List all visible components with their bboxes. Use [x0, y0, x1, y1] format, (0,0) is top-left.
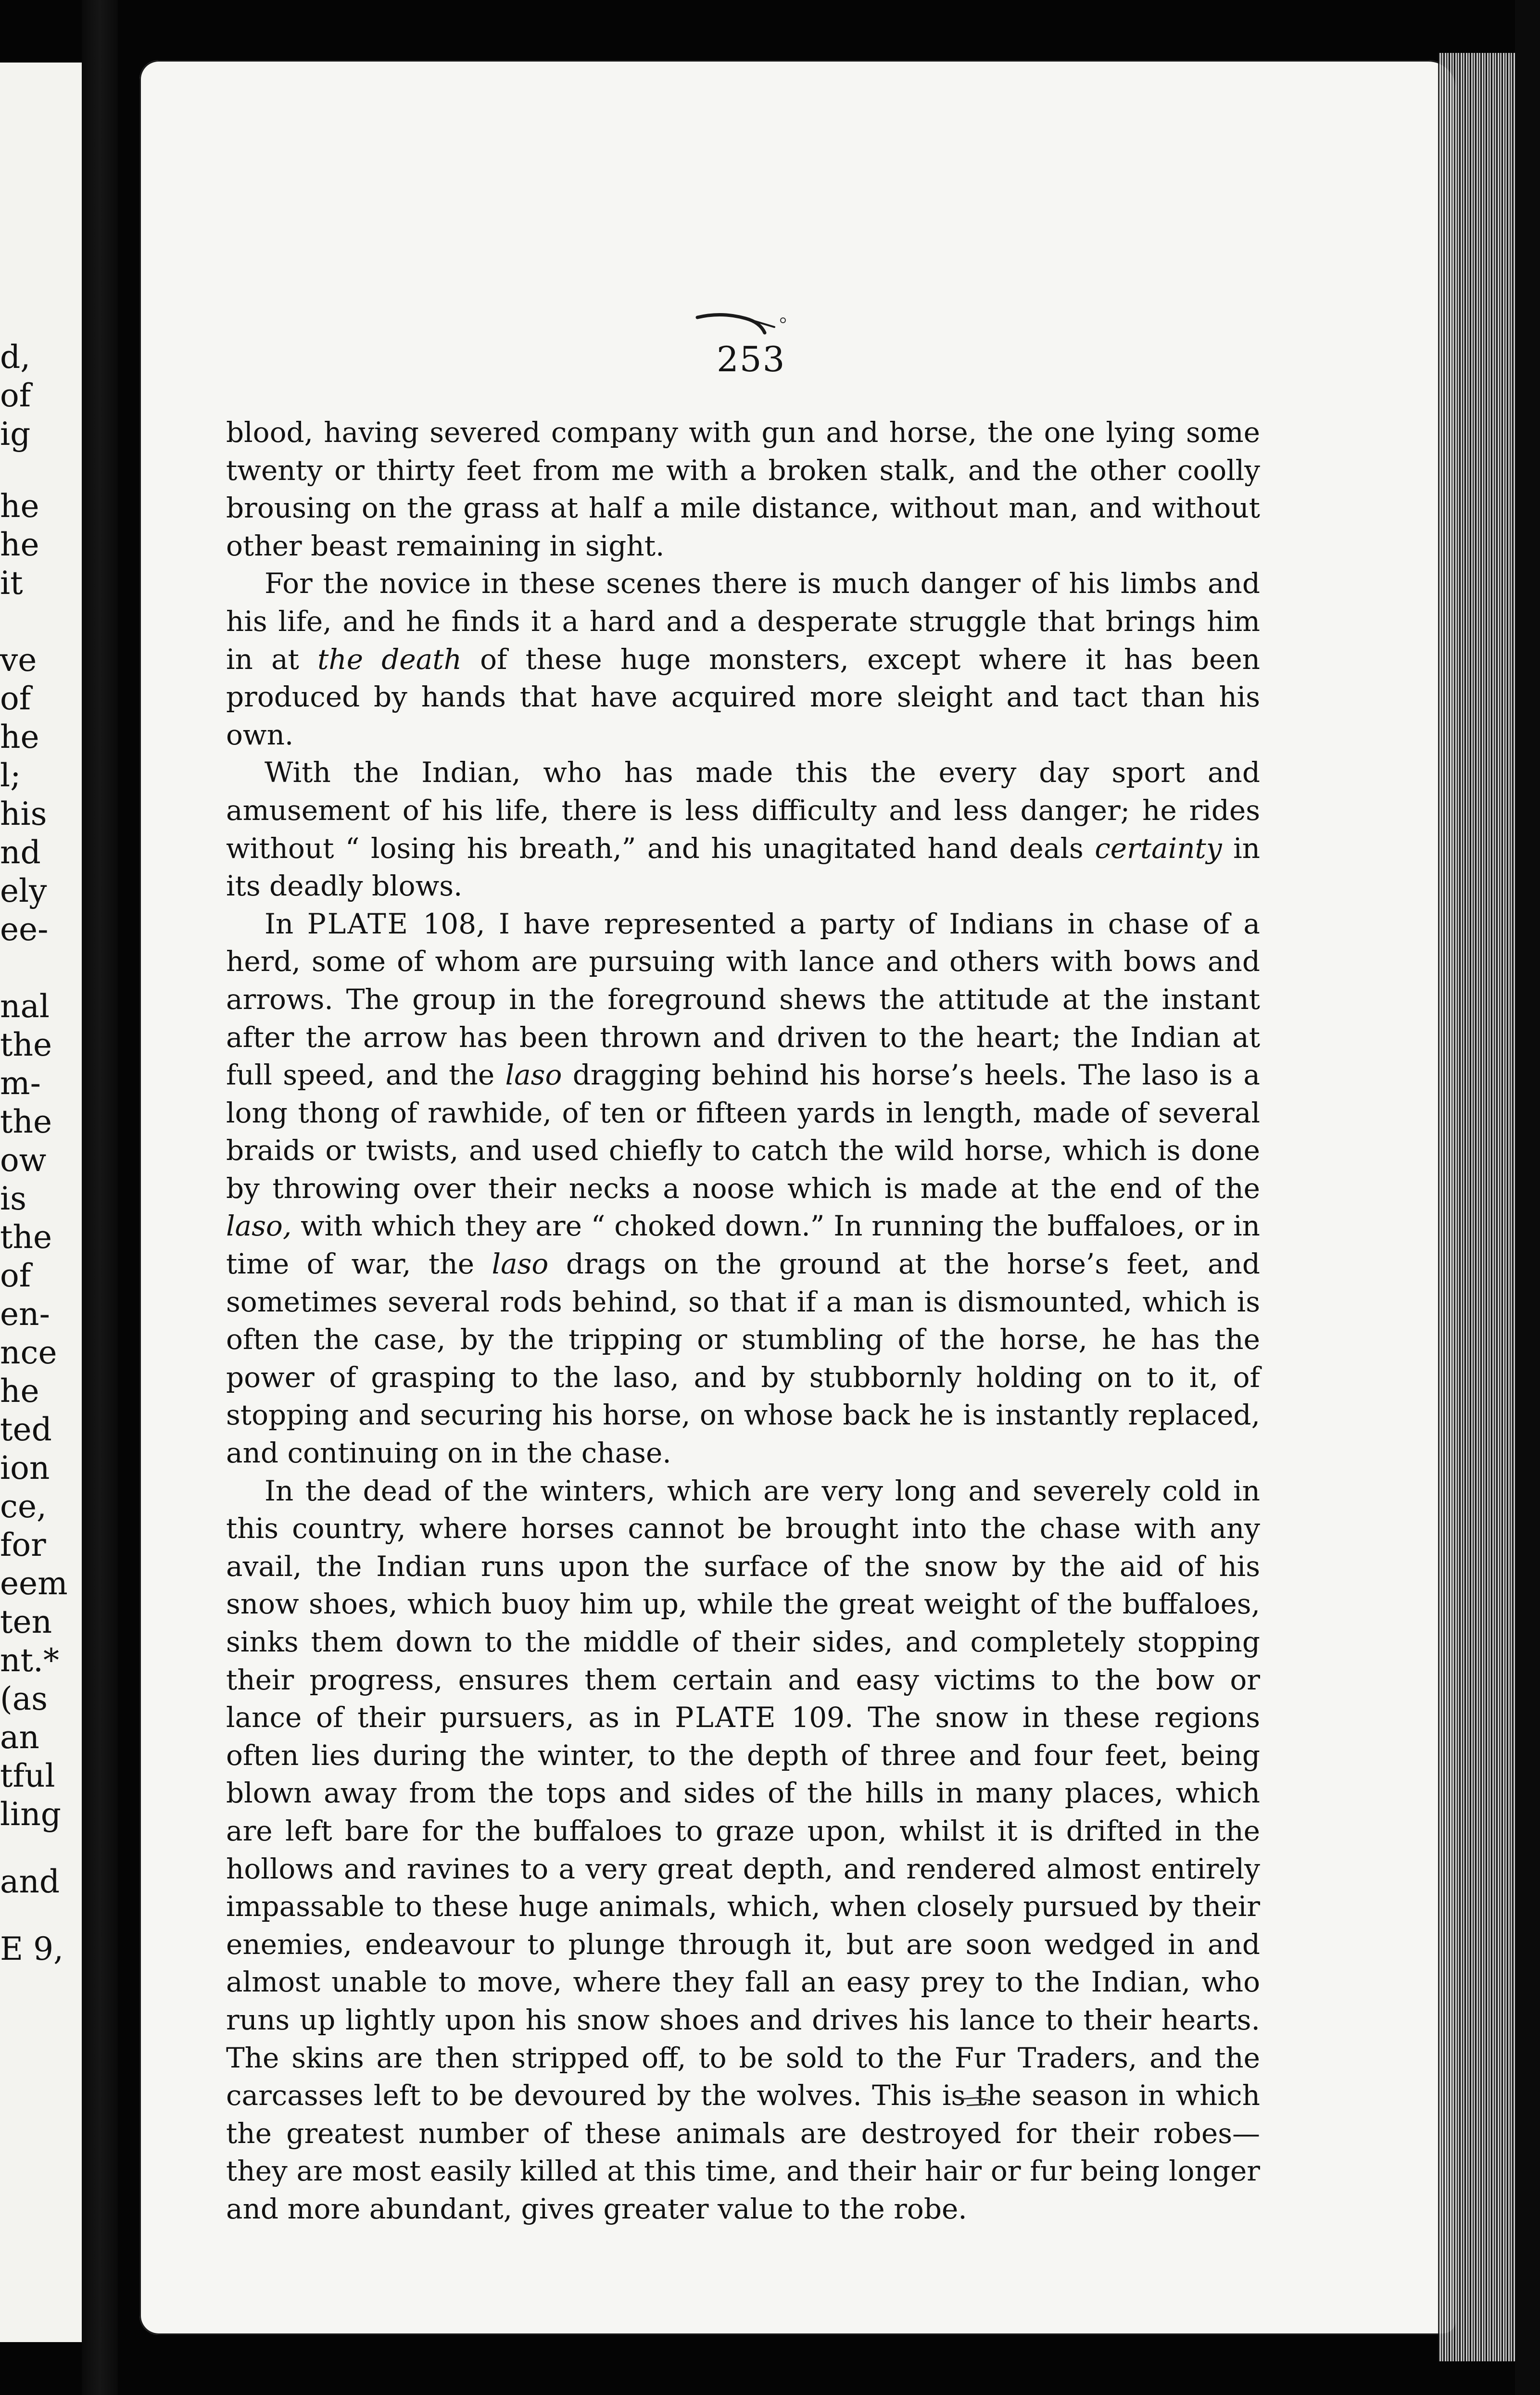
- left-page-line: ted: [0, 1411, 52, 1448]
- paragraph-text: 108, I have represented a party of Indians in chase of a herd, some of whom are pursuing with lance and others with bows and arrows. The group in the foreground shews the attitude at the instant after the arrow has been thrown and driven to the heart; the Indian at full speed, and the: [226, 907, 1261, 1092]
- left-page-line: nd: [0, 834, 41, 871]
- paragraph-2: [226, 565, 1260, 754]
- left-page-line: his: [0, 795, 47, 832]
- left-page-line: and: [0, 1863, 60, 1900]
- left-page-line: eem: [0, 1565, 68, 1602]
- left-page-line: ten: [0, 1603, 52, 1640]
- left-page-line: of: [0, 377, 31, 414]
- page-number: 253: [717, 339, 786, 379]
- italic-phrase: laso,: [226, 1210, 292, 1243]
- italic-phrase: laso: [505, 1059, 562, 1092]
- left-page-line: an: [0, 1719, 39, 1756]
- left-page-line: (as: [0, 1680, 48, 1717]
- plate-reference: PLATE: [307, 907, 409, 940]
- left-page-line: ling: [0, 1796, 61, 1833]
- paragraph-5: [226, 1472, 1260, 2228]
- left-page-line: m-: [0, 1065, 41, 1102]
- paragraph-text: 109. The snow in these regions often lies during the winter, to the depth of three and four feet, being blown away from the tops and sides of the hills in many places, which are left bare for the buffaloes to graze upon, whilst it is drifted in the hollows and ravines to a very great depth, and rendered almost entirely impassable to these huge animals, which, when closely pursued by their enemies, endeavour to plunge through it, but are soon wedged in and almost unable to move, where they fall an easy prey to the Indian, who runs up lightly upon his snow shoes and drives his lance to their hearts. The skins are then stripped off, to be sold to the Fur Traders, and the carcasses left to be devoured by the wolves. This is the season in which the greatest number of these animals are destroyed for their robes— they are most easily killed at this time, and their hair or fur being longer and more abundant, gives greater value to the robe.: [226, 1701, 1260, 2225]
- left-page-line: d,: [0, 339, 31, 376]
- left-page-line: nt.*: [0, 1642, 60, 1679]
- left-page-line: he: [0, 526, 39, 563]
- plate-reference: PLATE: [675, 1701, 777, 1734]
- italic-phrase: certainty: [1095, 832, 1222, 865]
- left-page-line: of: [0, 1257, 31, 1294]
- paragraph-text: With the Indian, who has made this the every day sport and amusement of his life, there is less difficulty and less danger; he rides without “ losing his breath,” and his unagitated hand deals: [226, 756, 1260, 865]
- left-page-line: ig: [0, 416, 31, 453]
- paragraph-text: with which they are “ choked down.” In running the buffaloes, or in time of war, the: [226, 1210, 1260, 1281]
- left-page-line: en-: [0, 1296, 50, 1333]
- paragraph-text: in its deadly blows.: [226, 832, 1260, 903]
- stray-ink-marks-icon: [957, 2092, 996, 2111]
- left-page-line: he: [0, 718, 39, 756]
- paragraph-text: In the dead of the winters, which are very long and severely cold in this country, where horses cannot be brought into the chase with any avail, the Indian runs upon the surface of the snow by the aid of his snow shoes, which buoy him up, while the great weight of the buffaloes, sinks them down to the middle of their sides, and completely stopping their progress, ensures them certain and easy victims to the bow or lance of their pursuers, as in: [226, 1474, 1260, 1734]
- left-page-line: he: [0, 488, 39, 525]
- ink-ornament-icon: [693, 308, 794, 337]
- left-page-line: ion: [0, 1450, 50, 1487]
- paragraph-text: of these huge monsters, except where it has been produced by hands that have acquired more sleight and tact than his own.: [226, 643, 1260, 751]
- left-page-line: he: [0, 1373, 39, 1410]
- left-page-line: the: [0, 1103, 52, 1140]
- italic-phrase: the death: [317, 643, 462, 676]
- paragraph-3: [226, 754, 1260, 905]
- left-page-line: ee-: [0, 911, 49, 948]
- left-page-line: l;: [0, 757, 21, 794]
- left-page-line: of: [0, 680, 31, 717]
- left-page-line: for: [0, 1526, 46, 1563]
- left-page-line: E 9,: [0, 1930, 64, 1967]
- left-page-line: nal: [0, 988, 50, 1025]
- left-page-line: ely: [0, 872, 47, 909]
- italic-phrase: laso: [492, 1248, 549, 1281]
- left-page-line: the: [0, 1219, 52, 1256]
- left-page-line: ve: [0, 642, 37, 679]
- body-text: [226, 414, 1260, 2228]
- paragraph-1: [226, 414, 1260, 565]
- scan-edge: [1515, 0, 1540, 2395]
- paragraph-4: [226, 905, 1260, 1472]
- book-spine: [82, 0, 118, 2395]
- paragraph-text: blood, having severed company with gun and horse, the one lying some twenty or thirty feet from me with a broken stalk, and the other coolly brousing on the grass at half a mile distance, without man, and without other beast remaining in sight.: [226, 416, 1260, 562]
- paragraph-text: For the novice in these scenes there is much danger of his limbs and his life, and he finds it a hard and a desperate struggle that brings him in at: [226, 567, 1260, 676]
- paragraph-text: drags on the ground at the horse’s feet, and sometimes several rods behind, so that if a man is dismounted, which is often the case, by the tripping or stumbling of the horse, he has the power of grasping to the laso, and by stubbornly holding on to it, of stopping and securing his horse, on whose back he is instantly replaced, and continuing on in the chase.: [226, 1248, 1260, 1470]
- left-page-line: is: [0, 1180, 26, 1217]
- paragraph-text: dragging behind his horse’s heels. The laso is a long thong of rawhide, of ten or fifteen yards in length, made of several braids or twists, and used chiefly to catch the wild horse, which is done by throwing over their necks a noose which is made at the end of the: [226, 1059, 1260, 1205]
- paragraph-text: In: [265, 907, 307, 940]
- left-page-line: ow: [0, 1142, 47, 1179]
- left-page-line: it: [0, 565, 23, 602]
- left-page-line: the: [0, 1026, 52, 1063]
- left-page-line: nce: [0, 1334, 57, 1371]
- left-page-line: tful: [0, 1757, 55, 1794]
- left-page-line: ce,: [0, 1488, 47, 1525]
